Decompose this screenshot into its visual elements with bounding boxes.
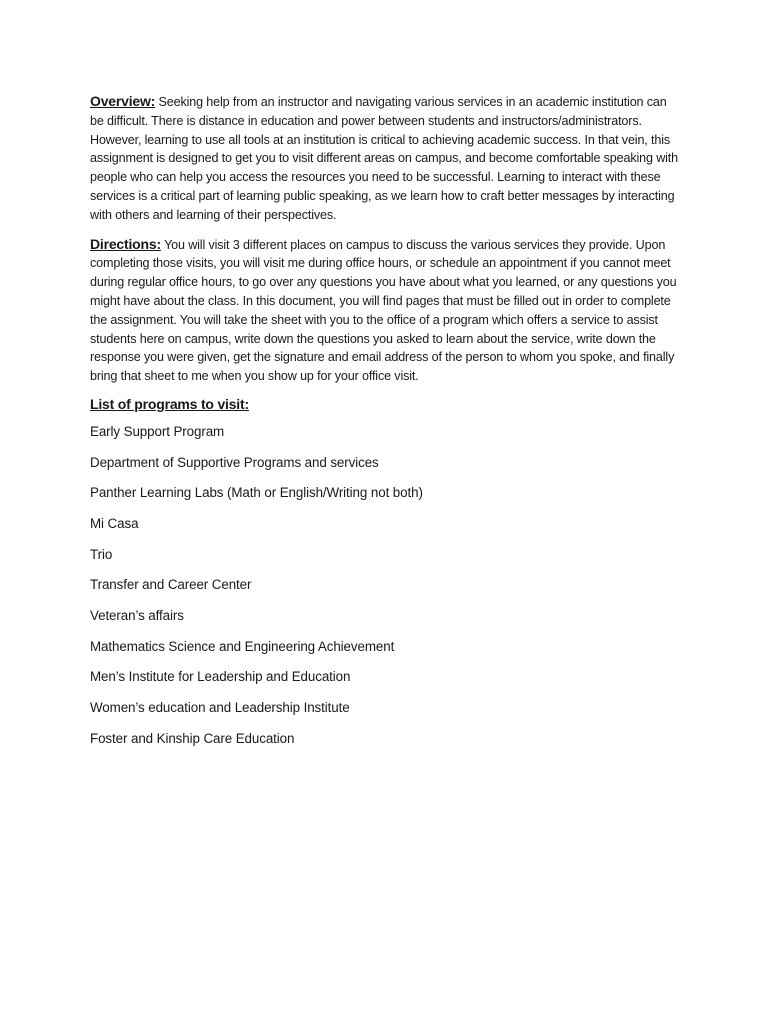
document-page (90, 92, 682, 762)
overview-heading: Overview: (90, 93, 156, 109)
list-item: Veteran’s affairs (90, 608, 184, 624)
list-item: Mathematics Science and Engineering Achievement (90, 638, 395, 654)
overview-text: Seeking help from an instructor and navigating various services in an academic institution can be difficult. There is distance in education and power between students and instructors/administrators. However, learning to use all tools at an institution is critical to achieving academic success. In that vein, this assignment is designed to get you to visit different areas on campus, and become comfortable speaking with people who can help you access the resources you need to be successful. Learning to interact with these services is a critical part of learning public speaking, as we learn how to craft better messages by interacting with others and learning of their perspectives. (90, 95, 679, 222)
list-item: Foster and Kinship Care Education (90, 730, 295, 746)
list-item: Early Support Program (90, 423, 225, 439)
list-item: Women’s education and Leadership Institute (90, 700, 350, 716)
list-item: Trio (90, 546, 113, 562)
list-item: Men’s Institute for Leadership and Education (90, 669, 351, 685)
directions-heading: Directions: (90, 235, 161, 252)
list-item: Panther Learning Labs (Math or English/Writing not both) (90, 485, 423, 501)
programs-list (90, 424, 682, 747)
programs-heading: List of programs to visit: (90, 395, 249, 412)
directions-paragraph (90, 235, 682, 386)
overview-paragraph (90, 92, 682, 225)
list-item: Mi Casa (90, 516, 139, 532)
directions-text: You will visit 3 different places on campus to discuss the various services they provide. Upon completing those visits, you will visit me during office hours, or schedule an appointment if you cannot meet during regular office hours, to go over any questions you have about what you learned, or any questions you might have about the class. In this document, you will find pages that must be filled out in order to complete the assignment. You will take the sheet with you to the office of a program which offers a service to assist students here on campus, write down the questions you asked to learn about the service, write down the response you were given, get the signature and email address of the person to whom you spoke, and finally bring that sheet to me when you show up for your office visit. (90, 237, 677, 384)
list-item: Department of Supportive Programs and services (90, 454, 379, 470)
list-item: Transfer and Career Center (90, 577, 252, 593)
